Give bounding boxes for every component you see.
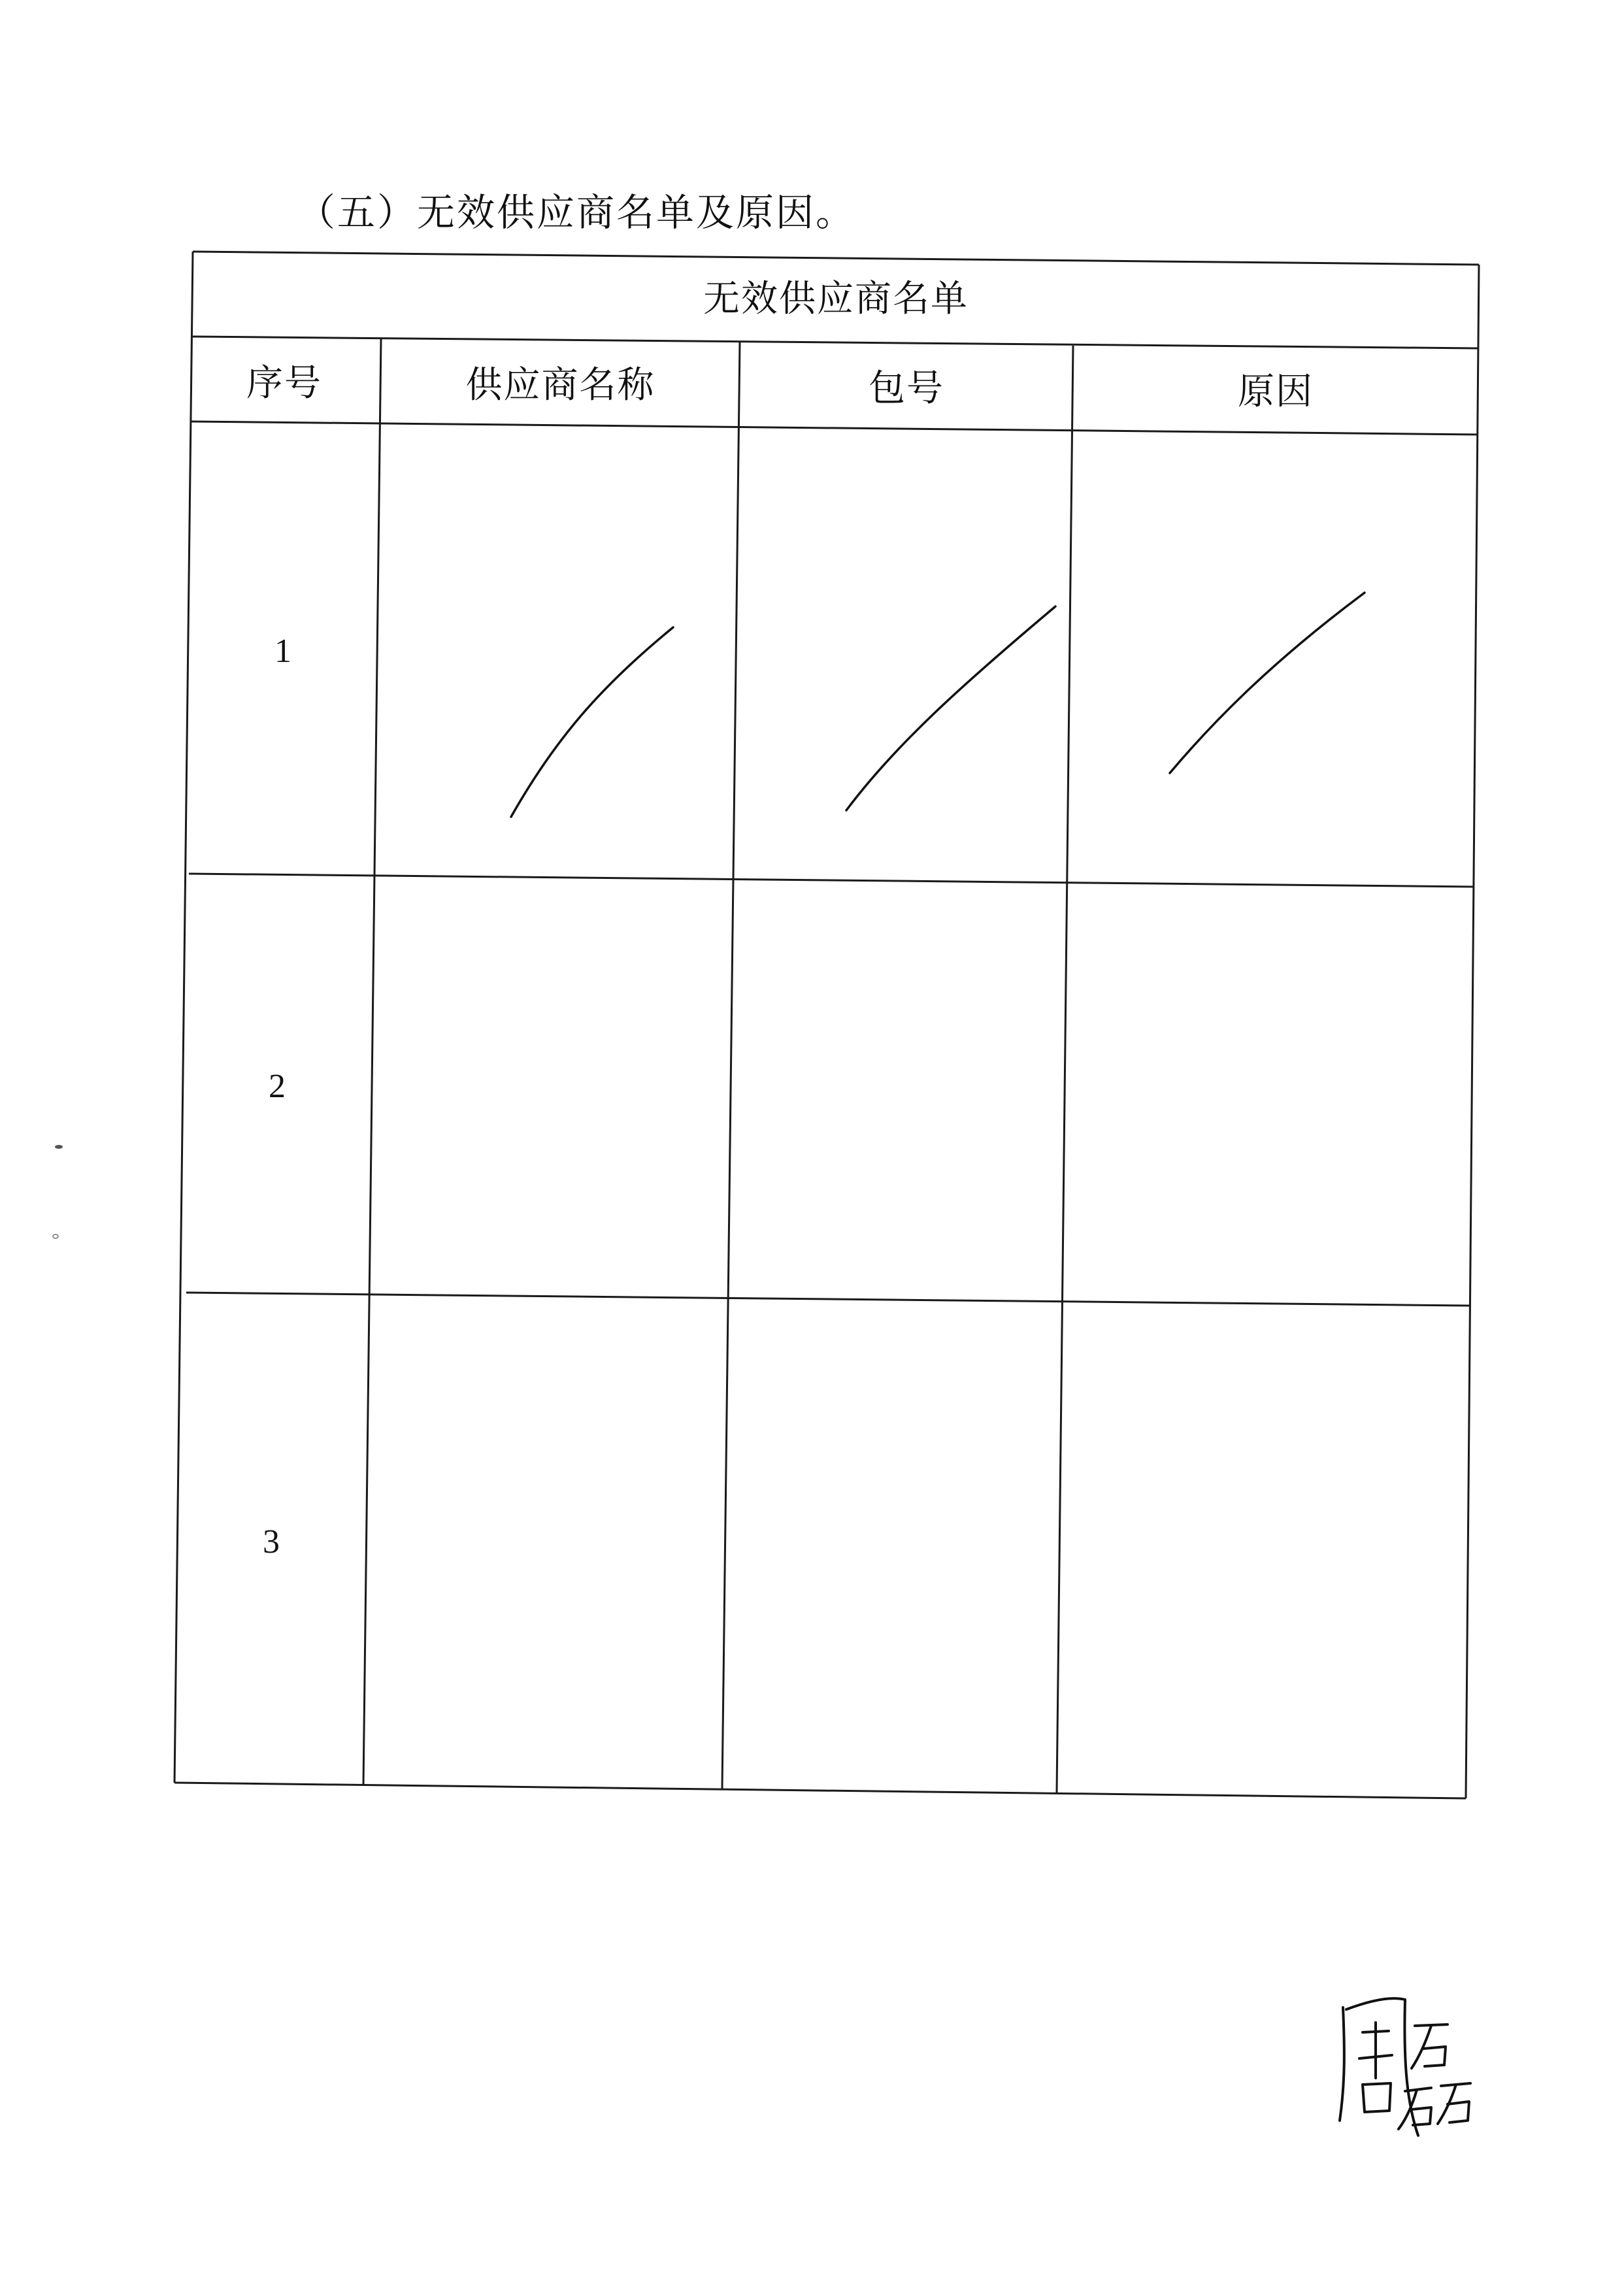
section-heading: （五）无效供应商名单及原因。: [297, 190, 856, 235]
column-header-supplier: 供应商名称: [465, 364, 655, 406]
row-index-1: 1: [274, 633, 291, 670]
row-index-3: 3: [263, 1523, 280, 1560]
table-title: 无效供应商名单: [703, 278, 969, 320]
row-index-2: 2: [269, 1068, 286, 1105]
column-header-index: 序号: [246, 362, 322, 405]
column-header-reason: 原因: [1238, 371, 1314, 413]
column-header-package: 包号: [869, 367, 944, 410]
